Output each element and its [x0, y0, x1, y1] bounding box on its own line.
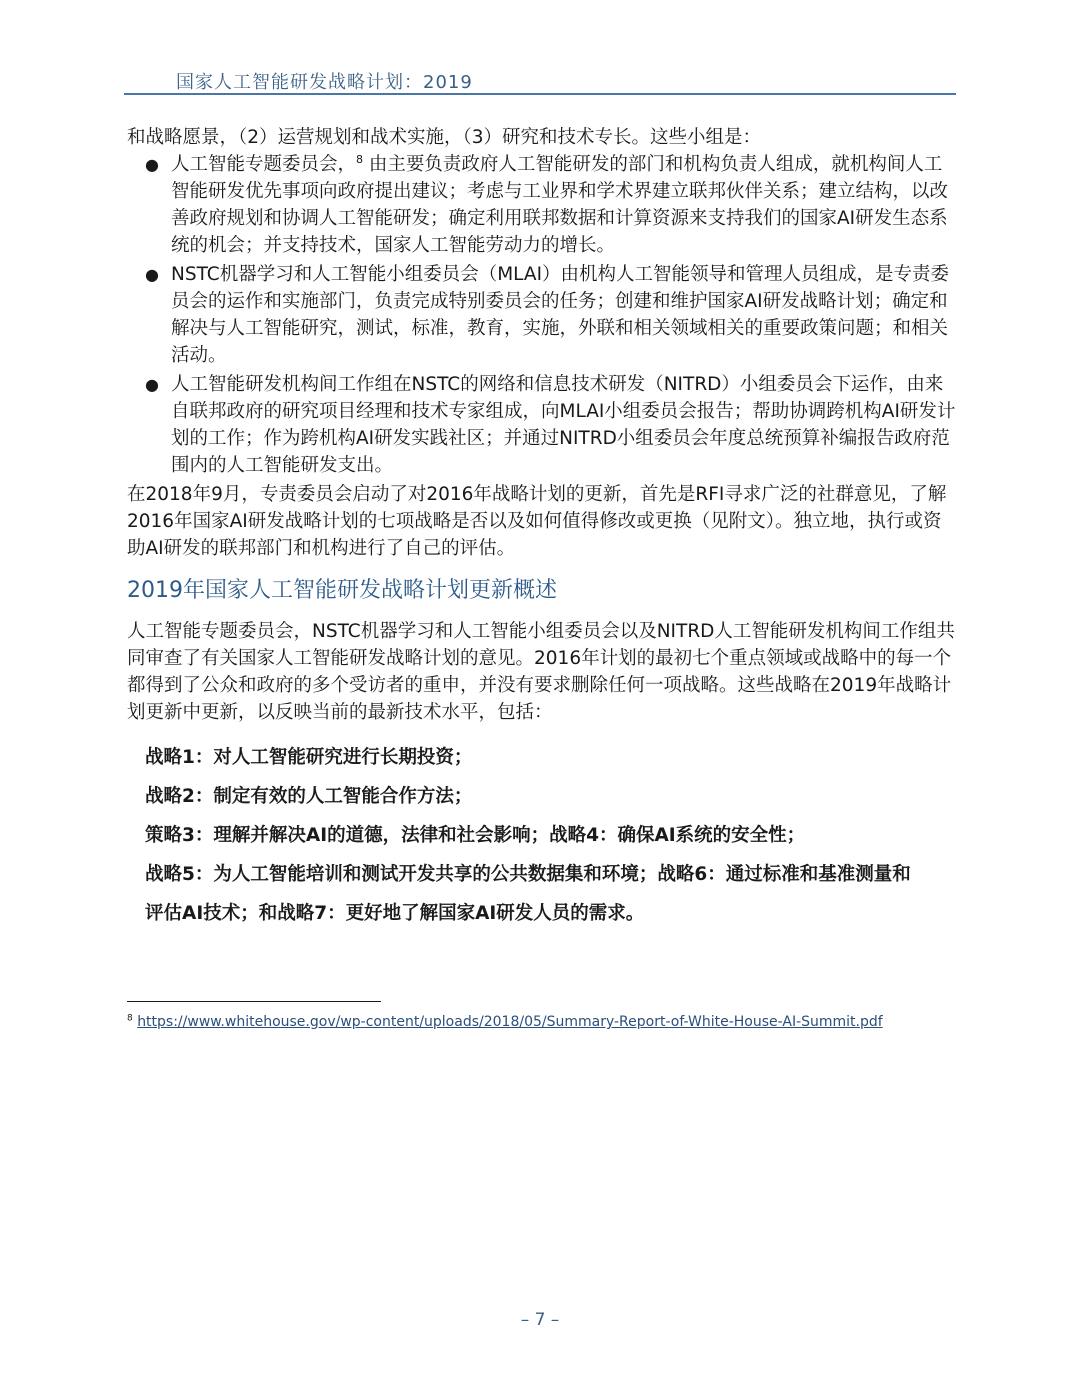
- page-number: – 7 –: [520, 1310, 560, 1330]
- footnote-link[interactable]: https://www.whitehouse.gov/wp-content/uploads/2018/05/Summary-Report-of-White-House-AI-Summit.pdf: [137, 1014, 883, 1030]
- list-item-ai-rd-working-group: [127, 371, 957, 479]
- strategy-line: 策略3：理解并解决AI的道德，法律和社会影响；战略4：确保AI系统的安全性；: [145, 825, 806, 846]
- page-header-title: 国家人工智能研发战略计划：2019: [176, 72, 473, 93]
- intro-paragraph: 和战略愿景，（2）运营规划和战术实施，（3）研究和技术专长。这些小组是：: [127, 127, 762, 148]
- list-item-text: 人工智能专题委员会，: [171, 154, 357, 175]
- bullet-icon: ●: [145, 155, 159, 174]
- strategy-list: [127, 738, 957, 933]
- strategy-line: 战略1：对人工智能研究进行长期投资；: [145, 747, 473, 768]
- strategy-line: 战略2：制定有效的人工智能合作方法；: [145, 786, 473, 807]
- bullet-icon: ●: [145, 265, 159, 284]
- footnote-reference[interactable]: 8: [356, 152, 364, 166]
- list-item-text: 人工智能研发机构间工作组在NSTC的网络和信息技术研发（NITRD）小组委员会下运作，由来自联邦政府的研究项目经理和技术专家组成，向MLAI小组委员会报告；帮助协调跨机构AI研发计划的工作；作为跨机构AI研发实践社区；并通过NITRD小组委员会年度总统预算补编报告政府范围内的人工智能研发支出。: [171, 374, 956, 476]
- footnote-marker: 8: [127, 1013, 133, 1024]
- list-item-mlai-subcommittee: [127, 261, 957, 369]
- list-item-ai-select-committee: [127, 151, 957, 259]
- committee-list: [127, 151, 957, 479]
- document-body: [127, 124, 957, 933]
- paragraph-2018-update: 在2018年9月，专责委员会启动了对2016年战略计划的更新，首先是RFI寻求广泛的社群意见，了解2016年国家AI研发战略计划的七项战略是否以及如何值得修改或更换（见附文）。独立地，执行或资助AI研发的联邦部门和机构进行了自己的评估。: [127, 484, 947, 559]
- footnote: [127, 1014, 883, 1030]
- bullet-icon: ●: [145, 375, 159, 394]
- list-item-text: NSTC机器学习和人工智能小组委员会（MLAI）由机构人工智能领导和管理人员组成，是专责委员会的运作和实施部门，负责完成特别委员会的任务；创建和维护国家AI研发战略计划；确定和解决与人工智能研究，测试，标准，教育，实施，外联和相关领域相关的重要政策问题；和相关活动。: [171, 264, 950, 366]
- strategy-line: 评估AI技术；和战略7：更好地了解国家AI研发人员的需求。: [145, 903, 645, 924]
- section-heading: 2019年国家人工智能研发战略计划更新概述: [127, 578, 557, 603]
- footnote-divider: [127, 1001, 381, 1002]
- list-item-text: 由主要负责政府人工智能研发的部门和机构负责人组成，就机构间人工智能研发优先事项向政府提出建议；考虑与工业界和学术界建立联邦伙伴关系；建立结构，以改善政府规划和协调人工智能研发；确定利用联邦数据和计算资源来支持我们的国家AI研发生态系统的机会；并支持技术，国家人工智能劳动力的增长。: [171, 154, 949, 256]
- strategy-line: 战略5：为人工智能培训和测试开发共享的公共数据集和环境；战略6：通过标准和基准测量和: [145, 864, 911, 885]
- header-divider: [124, 93, 956, 95]
- section-paragraph: 人工智能专题委员会，NSTC机器学习和人工智能小组委员会以及NITRD人工智能研发机构间工作组共同审查了有关国家人工智能研发战略计划的意见。2016年计划的最初七个重点领域或战略中的每一个都得到了公众和政府的多个受访者的重申，并没有要求删除任何一项战略。这些战略在2019年战略计划更新中更新，以反映当前的最新技术水平，包括：: [127, 621, 955, 723]
